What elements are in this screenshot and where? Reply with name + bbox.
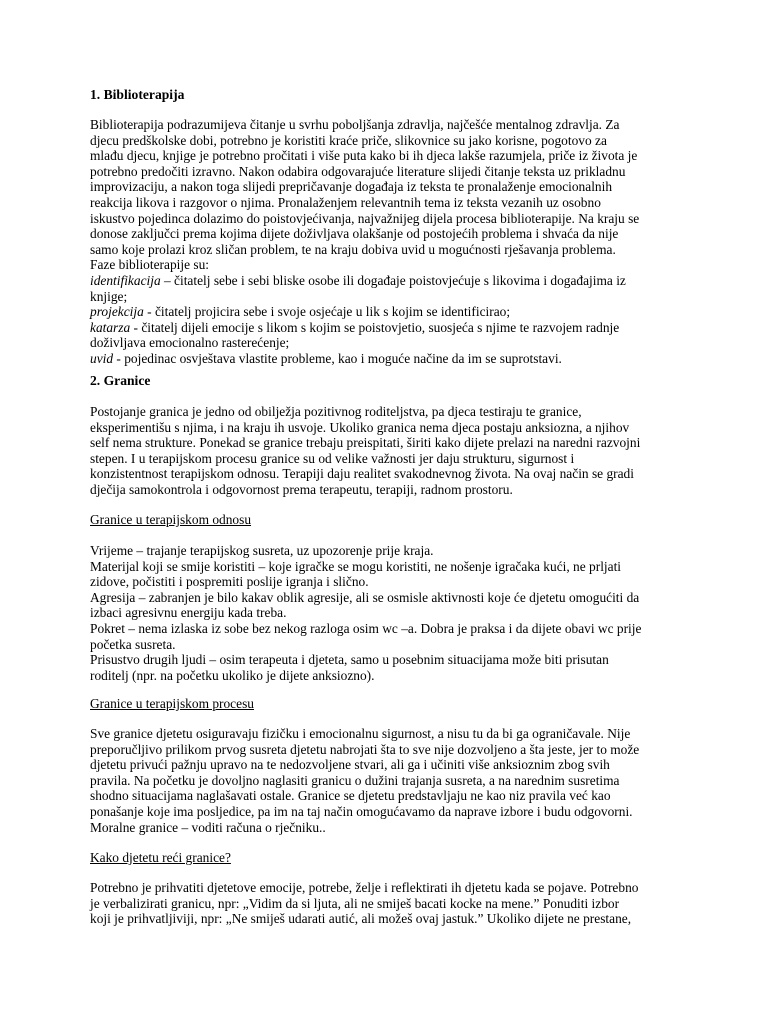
- text-line: mlađu djecu, knjige je potrebno pročitati i više puta kako bi ih djeca lakše razumjela, priče iz života je: [90, 148, 638, 164]
- text-line: zidove, počistiti i pospremiti poslije igranja i slično.: [90, 574, 369, 590]
- paragraph-biblioterapija: [90, 117, 690, 367]
- text-line: ponašanje koje ima posljedice, pa im na taj način omogućavamo da naprave izbore i budu odgovorni.: [90, 803, 633, 819]
- text-line: djetetu privući pažnju upravo na te nedozvoljene stvari, ali ga i učiniti više anksioznim zbog svih: [90, 757, 610, 773]
- phase-term: projekcija: [90, 304, 144, 320]
- text-line: donose zaključci prema kojima dijete doživljava olakšanje od postojećih problema i shvaća da nije: [90, 226, 619, 242]
- phase-description: - pojedinac osvještava vlastite probleme, kao i moguće načine da im se suprotstavi.: [113, 350, 562, 366]
- phase-description: - čitatelj dijeli emocije s likom s kojim se poistovjetio, suosjeća s njime te razvojem radnje: [130, 319, 620, 335]
- text-line: dječija samokontrola i odgovornost prema terapeutu, terapiji, radnom prostoru.: [90, 481, 513, 497]
- text-line: self nema strukture. Ponekad se granice trebaju preispitati, širiti kako dijete prelazi na naredni razvojni: [90, 435, 641, 451]
- text-line: doživljava emocionalno rasterećenje;: [90, 335, 290, 351]
- paragraph-proces: [90, 726, 690, 835]
- phase-description: – čitatelj sebe i sebi bliske osobe ili događaje poistovjećuje s likovima i događajima iz: [160, 272, 626, 288]
- text-line: potrebno predočiti izravno. Nakon odabira odgovarajuće literature slijedi čitanje teksta uz prikladnu: [90, 163, 626, 179]
- text-line: koji je prihvatljiviji, npr: „Ne smiješ udarati autić, ali možeš ovaj jastuk.” Ukoliko dijete ne prestane,: [90, 911, 632, 927]
- text-line: preporučljivo prilikom prvog susreta djetetu nabrojati šta to sve nije dozvoljeno a šta jeste, jer to može: [90, 741, 640, 757]
- subsection-heading-odnos: Granice u terapijskom odnosu: [90, 512, 252, 527]
- text-line: Materijal koji se smije koristiti – koje igračke se mogu koristiti, ne nošenje igračaka kući, ne prljati: [90, 558, 622, 574]
- text-line: knjige;: [90, 288, 128, 304]
- phase-item-uvid: [90, 351, 690, 367]
- phase-term: katarza: [90, 319, 131, 335]
- text-line: eksperimentišu s njima, i na kraju ih usvoje. Ukoliko granica nema djeca postaju anksiozna, a njihov: [90, 419, 630, 435]
- text-line: Pokret – nema izlaska iz sobe bez nekog razloga osim wc –a. Dobra je praksa i da dijete obavi wc prije: [90, 620, 642, 636]
- text-line: početka susreta.: [90, 636, 176, 652]
- text-line: Potrebno je prihvatiti djetetove emocije, potrebe, želje i reflektirati ih djetetu kada se pojave. Potrebno: [90, 880, 639, 895]
- phase-item-identifikacija: [90, 273, 690, 289]
- paragraph-kako: [90, 880, 690, 927]
- text-line: improvizaciju, a nakon toga slijedi prepričavanje događaja iz teksta te pronalaženje emocionalnih: [90, 179, 613, 195]
- phase-term: identifikacija: [90, 272, 161, 288]
- subsection-heading-kako: Kako djetetu reći granice?: [90, 850, 231, 865]
- paragraph-odnos: [90, 543, 690, 683]
- text-line: Faze biblioterapije su:: [90, 257, 209, 273]
- text-line: roditelj (npr. na početku ukoliko je dijete anksiozno).: [90, 667, 375, 683]
- text-line: reakcija likova i razgovor o njima. Pronalaženjem relevantnih tema iz teksta vezanih uz osobno: [90, 194, 601, 210]
- text-line: djecu predškolske dobi, potrebno je koristiti kraće priče, slikovnice su jako korisne, pogotovo za: [90, 132, 607, 148]
- text-line: samo koje prolazi kroz sličan problem, te na kraju dobiva uvid u mogućnosti rješavanja problema.: [90, 241, 616, 257]
- text-line: Agresija – zabranjen je bilo kakav oblik agresije, ali se osmisle aktivnosti koje će djetetu omogućiti da: [90, 589, 640, 605]
- phase-term: uvid: [90, 350, 114, 366]
- paragraph-granice: [90, 404, 690, 498]
- section-heading-granice: 2. Granice: [90, 373, 151, 388]
- text-line: Vrijeme – trajanje terapijskog susreta, uz upozorenje prije kraja.: [90, 543, 434, 558]
- section-heading-biblioterapija: 1. Biblioterapija: [90, 87, 185, 102]
- text-line: stepen. I u terapijskom procesu granice su od velike važnosti jer daju strukturu, sigurnost i: [90, 450, 575, 466]
- text-line: Postojanje granica je jedno od obilježja pozitivnog roditeljstva, pa djeca testiraju te granice,: [90, 404, 582, 419]
- text-line: iskustvo pojedinca dolazimo do poistovjećivanja, najvažnijeg dijela procesa biblioterapije. Na kraju se: [90, 210, 640, 226]
- text-line: Moralne granice – voditi računa o rječniku..: [90, 819, 326, 835]
- subsection-heading-proces: Granice u terapijskom procesu: [90, 696, 254, 711]
- phase-item-katarza: [90, 320, 690, 336]
- text-line: je verbalizirati granicu, npr: „Vidim da si ljuta, ali ne smiješ bacati kocke na mene.” Ponuditi izbor: [90, 895, 620, 911]
- text-line: Sve granice djetetu osiguravaju fizičku i emocionalnu sigurnost, a nisu tu da bi ga ograničavale. Nije: [90, 726, 631, 741]
- phase-description: - čitatelj projicira sebe i svoje osjećaje u lik s kojim se identificirao;: [143, 304, 511, 320]
- phase-item-projekcija: [90, 304, 690, 320]
- text-line: pravila. Na početku je dovoljno naglasiti granicu o dužini trajanja susreta, a na narednim susretima: [90, 772, 620, 788]
- text-line: shodno situacijama naglašavati ostale. Granice se djetetu predstavljaju ne kao niz pravila već kao: [90, 788, 611, 804]
- text-line: Prisustvo drugih ljudi – osim terapeuta i djeteta, samo u posebnim situacijama može biti prisutan: [90, 652, 609, 668]
- text-line: konzistentnost terapijskom odnosu. Terapiji daju realitet svakodnevnog života. Na ovaj način se gradi: [90, 466, 634, 482]
- text-line: Biblioterapija podrazumijeva čitanje u svrhu poboljšanja zdravlja, najčešće mentalnog zdravlja. Za: [90, 117, 620, 132]
- text-line: izbaci agresivnu energiju kada treba.: [90, 605, 287, 621]
